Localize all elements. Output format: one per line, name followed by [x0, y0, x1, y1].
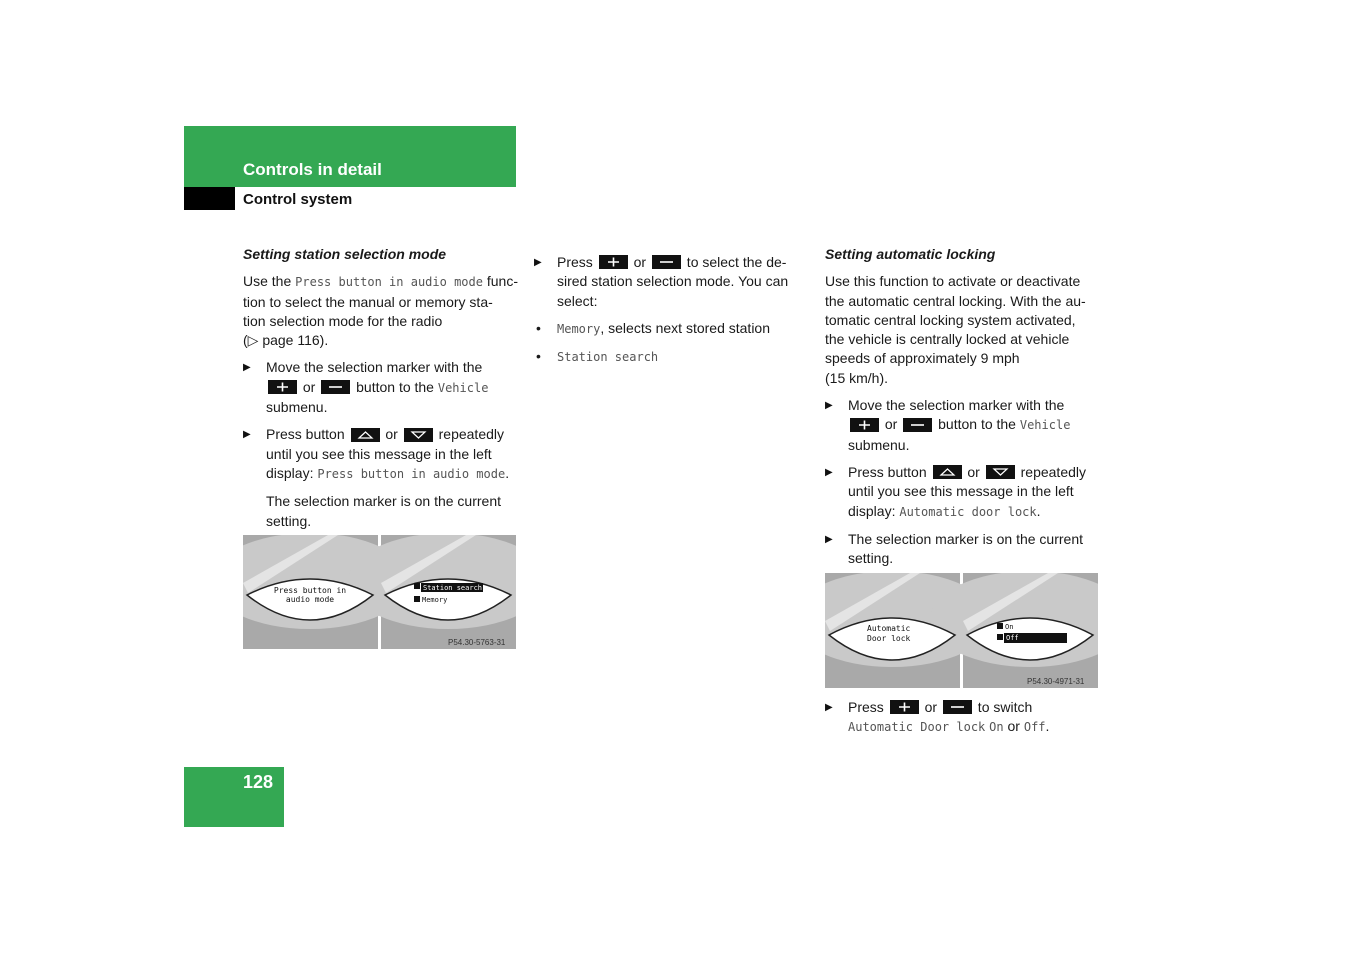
minus-key-icon	[943, 700, 972, 714]
text: display:	[848, 502, 900, 519]
right-heading: Setting automatic locking	[825, 246, 996, 262]
display-text: Off	[1023, 720, 1046, 735]
text: tion selection mode for the radio	[243, 312, 443, 329]
right-display-option-1: On	[1005, 623, 1014, 631]
left-heading: Setting station selection mode	[243, 246, 447, 262]
plus-key-icon	[850, 418, 879, 432]
right-step-4	[825, 698, 1110, 738]
left-display-image	[243, 535, 516, 649]
text: Press button	[266, 426, 349, 443]
bullet-dot: •	[536, 319, 541, 336]
text: Press	[557, 254, 597, 270]
middle-bullet-2	[534, 347, 814, 367]
arrow-icon: ▶	[825, 702, 833, 713]
text: to switch	[973, 699, 1033, 715]
text: Press	[848, 699, 888, 715]
plus-key-icon	[890, 700, 919, 714]
left-display-text-1: Press button in	[273, 586, 347, 595]
display-text: On	[989, 720, 1004, 735]
text: (▷ page 116).	[243, 332, 329, 349]
text: setting.	[848, 550, 894, 567]
left-step-2	[243, 425, 523, 484]
text: until you see this message in the left	[848, 483, 1074, 500]
right-step-2	[825, 463, 1110, 522]
text: the automatic central locking. With the au-	[825, 292, 1086, 309]
text: submenu.	[848, 436, 910, 453]
subsection-title: Control system	[243, 191, 353, 208]
right-display-option-1: Station search	[423, 584, 483, 592]
arrow-icon: ▶	[825, 466, 833, 478]
arrow-icon: ▶	[243, 362, 251, 374]
text: sired station selection mode. You can	[557, 273, 789, 290]
text: or	[629, 254, 650, 270]
section-title: Controls in detail	[243, 160, 382, 179]
left-step-1	[243, 358, 523, 417]
arrow-icon: ▶	[534, 257, 542, 268]
text: Press button	[848, 463, 931, 480]
right-column-lower	[825, 690, 1110, 738]
text: .	[1036, 502, 1041, 519]
left-column	[243, 245, 523, 531]
text: setting.	[266, 512, 312, 529]
left-display-text-1: Automatic	[867, 624, 911, 633]
text: or	[920, 699, 941, 715]
text: tomatic central locking system activated,	[825, 311, 1076, 328]
text: Move the selection marker with the	[848, 397, 1065, 414]
text: or	[381, 426, 402, 443]
up-arrow-key-icon	[933, 465, 962, 479]
right-display-option-2: Memory	[422, 596, 448, 604]
display-text: Automatic Door lock	[848, 720, 986, 735]
text: button to the	[352, 378, 438, 395]
text: or	[299, 378, 320, 395]
right-intro	[825, 272, 1110, 388]
image-ref: P54.30-4971-31	[1027, 677, 1085, 686]
text: tion to select the manual or memory sta-	[243, 293, 493, 310]
right-display-image	[825, 573, 1098, 688]
minus-key-icon	[321, 380, 350, 394]
up-arrow-key-icon	[351, 428, 380, 442]
plus-key-icon	[268, 380, 297, 394]
minus-key-icon	[903, 418, 932, 432]
display-text: Automatic door lock	[899, 504, 1037, 519]
text: submenu.	[266, 399, 328, 416]
text: display:	[266, 464, 318, 481]
text: until you see this message in the left	[266, 445, 492, 462]
down-arrow-key-icon	[986, 465, 1015, 479]
text: or	[963, 463, 984, 480]
display-text: Memory	[557, 321, 601, 336]
text: Move the selection marker with the	[266, 359, 483, 376]
text: .	[1045, 718, 1050, 735]
display-text: Press button in audio mode	[295, 275, 483, 290]
arrow-icon: ▶	[825, 533, 833, 545]
text: .	[505, 464, 510, 481]
text: The selection marker is on the current	[266, 493, 501, 510]
text: button to the	[934, 416, 1020, 433]
display-text: Vehicle	[437, 380, 489, 395]
text: select:	[557, 292, 598, 309]
image-ref: P54.30-5763-31	[448, 638, 506, 647]
left-note	[243, 492, 523, 531]
display-text: Vehicle	[1019, 418, 1071, 433]
bullet-dot: •	[536, 348, 541, 365]
text: Use this function to activate or deactivate	[825, 273, 1081, 290]
right-step-1	[825, 396, 1110, 455]
display-text: Station search	[557, 350, 659, 365]
page-number: 128	[243, 772, 274, 792]
text: , selects next stored station	[600, 319, 770, 336]
text: func-	[482, 273, 518, 290]
text: repeatedly	[1016, 463, 1087, 480]
text: the vehicle is centrally locked at vehicle	[825, 331, 1070, 348]
down-arrow-key-icon	[404, 428, 433, 442]
text: or	[881, 416, 902, 433]
header-black-tab	[184, 187, 235, 210]
text: speeds of approximately 9 mph	[825, 350, 1020, 367]
text: to select the de-	[682, 254, 787, 270]
plus-key-icon	[599, 255, 628, 269]
minus-key-icon	[652, 255, 681, 269]
text: (15 km/h).	[825, 369, 889, 386]
text: or	[1003, 718, 1024, 735]
arrow-icon: ▶	[825, 400, 833, 412]
right-column	[825, 245, 1110, 568]
left-display-text-2: Door lock	[867, 634, 911, 643]
left-intro	[243, 272, 523, 350]
text: The selection marker is on the current	[848, 530, 1083, 547]
text: repeatedly	[434, 426, 505, 443]
middle-column	[534, 245, 814, 367]
arrow-icon: ▶	[243, 429, 251, 441]
display-text: Press button in audio mode	[317, 466, 506, 481]
left-display-text-2: audio mode	[285, 595, 335, 604]
middle-step	[534, 253, 814, 311]
right-step-3	[825, 530, 1110, 569]
middle-bullet-1	[534, 319, 814, 339]
right-display-option-2: Off	[1006, 634, 1019, 642]
text: Use the	[243, 273, 296, 290]
